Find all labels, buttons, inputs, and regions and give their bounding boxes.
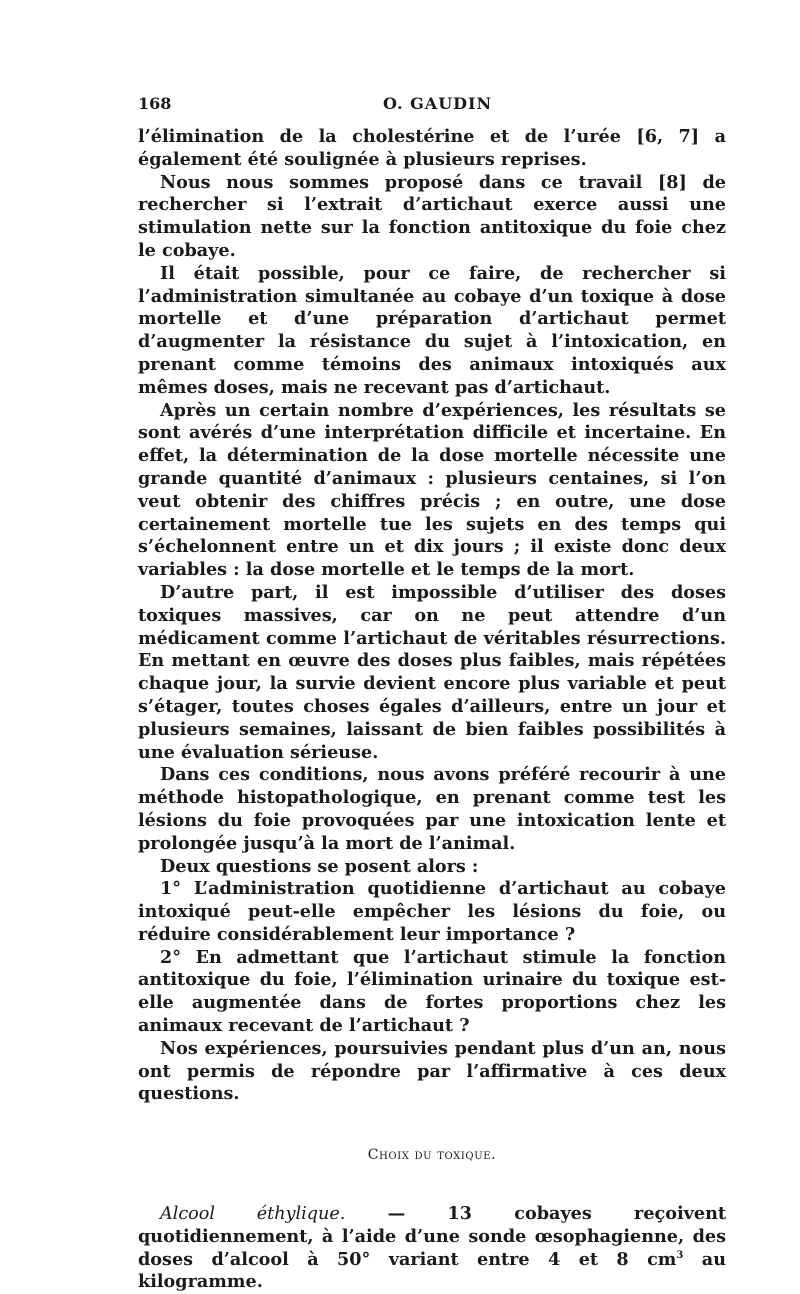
superscript-3: 3 <box>676 1249 684 1261</box>
final-text-a: — 13 cobayes reçoivent quotidiennement, à l’aide d’une sonde œsophagienne, des doses d’alcool à 50° variant entre 4 et 8 cm <box>138 1203 726 1270</box>
paragraph: Deux questions se posent alors : <box>160 855 479 877</box>
section-title <box>138 1144 726 1167</box>
question-2: 2° En admettant que l’artichaut stimule la fonction antitoxique du foie, l’élimination urinaire du toxique est-elle augmentée dans de fortes proportions chez les animaux recevant de l’artichaut ? <box>138 946 726 1037</box>
paragraph: D’autre part, il est impossible d’utiliser des doses toxiques massives, car on ne peut attendre d’un médicament comme l’artichaut de véritables résurrections. En mettant en œuvre des doses plus faibles, mais répétées chaque jour, la survie devient encore plus variable et peut s’étager, toutes choses égales d’ailleurs, entre un jour et plusieurs semaines, laissant de bien faibles possibilités à une évaluation sérieuse. <box>138 581 726 763</box>
section-title-initial: C <box>367 1147 380 1164</box>
paragraph: Nous nous sommes proposé dans ce travail [8] de rechercher si l’extrait d’artichaut exerce aussi une stimulation nette sur la fonction antitoxique du foie chez le cobaye. <box>138 171 726 261</box>
paragraph: Nos expériences, poursuivies pendant plus d’un an, nous ont permis de répondre par l’affirmative à ces deux questions. <box>138 1037 726 1105</box>
section-title-rest: hoix du toxique. <box>379 1147 497 1164</box>
paragraph: l’élimination de la cholestérine et de l’urée [6, 7] a également été soulignée à plusieurs reprises. <box>138 126 726 170</box>
page-number: 168 <box>138 94 172 113</box>
paragraph: Il était possible, pour ce faire, de rechercher si l’administration simultanée au cobaye d’un toxique à dose mortelle et d’une préparation d’artichaut permet d’augmenter la résistance du sujet à l’intoxication, en prenant comme témoins des animaux intoxiqués aux mêmes doses, mais ne recevant pas d’artichaut. <box>138 262 726 398</box>
question-1: 1° L’administration quotidienne d’artichaut au cobaye intoxiqué peut-elle empêcher les lésions du foie, ou réduire considérablement leur importance ? <box>138 878 726 945</box>
final-paragraph <box>138 1203 726 1294</box>
final-text-b: au kilogramme. <box>138 1248 726 1293</box>
paragraph: Après un certain nombre d’expériences, les résultats se sont avérés d’une interprétation difficile et incertaine. En effet, la détermination de la dose mortelle nécessite une grande quantité d’animaux : plusieurs centaines, si l’on veut obtenir des chiffres précis ; en outre, une dose certainement mortelle tue les sujets en des temps qui s’échelonnent entre un et dix jours ; il existe donc deux variables : la dose mortelle et le temps de la mort. <box>138 399 726 581</box>
body-text <box>138 126 726 1294</box>
running-head: O. GAUDIN <box>383 94 493 113</box>
lead-italic: Alcool éthylique. <box>160 1204 346 1225</box>
page-header <box>138 94 728 118</box>
paragraph: Dans ces conditions, nous avons préféré recourir à une méthode histopathologique, en prenant comme test les lésions du foie provoquées par une intoxication lente et prolongée jusqu’à la mort de l’animal. <box>138 764 726 854</box>
